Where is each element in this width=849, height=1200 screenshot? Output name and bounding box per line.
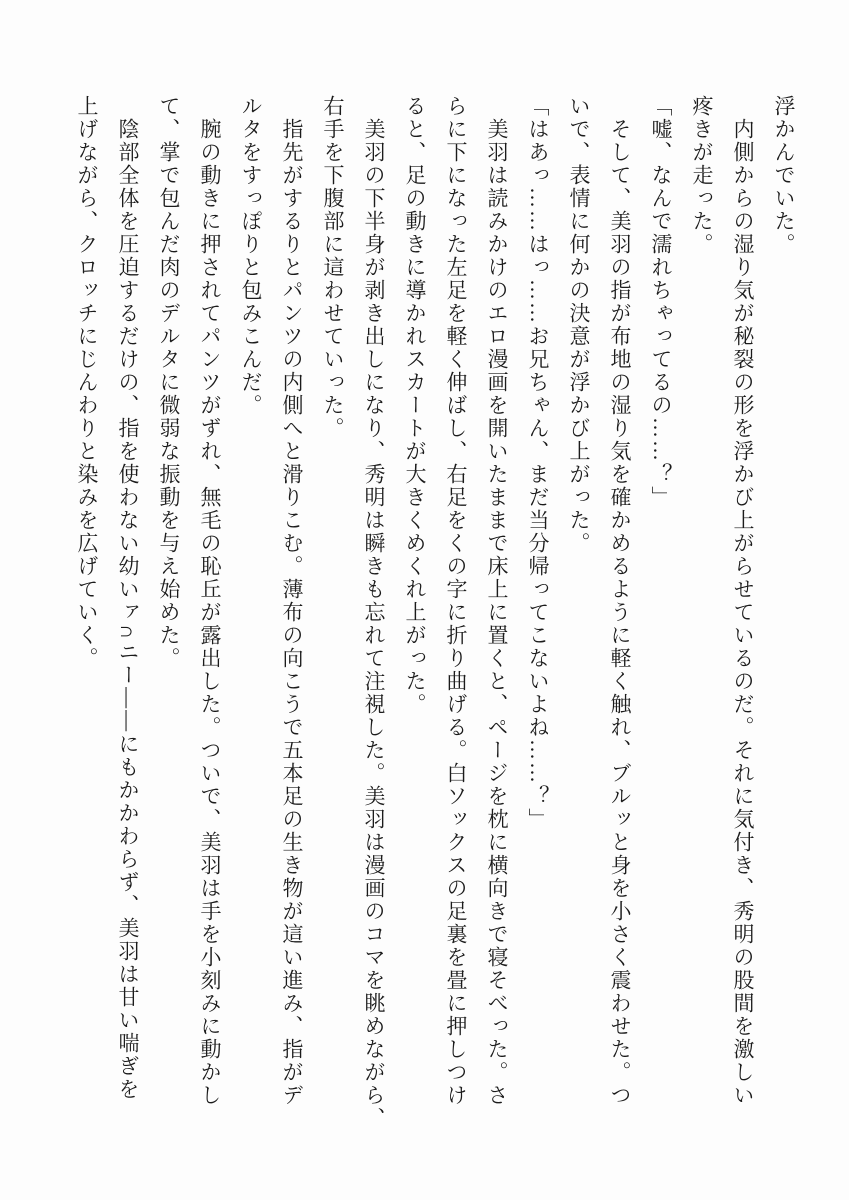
text-line-12: 右手を下腹部に這わせていった。 — [321, 95, 345, 440]
text-line-2: 内側からの湿り気が秘裂の形を浮かび上がらせているのだ。それに気付き、秀明の股間を激しい — [731, 95, 755, 1107]
text-line-14: ルタをすっぽりと包みこんだ。 — [239, 95, 263, 417]
text-line-5: そして、美羽の指が布地の湿り気を確かめるように軽く触れ、ブルッと身を小さく震わせた。つ — [608, 95, 632, 1107]
text-line-6: いで、表情に何かの決意が浮かび上がった。 — [567, 95, 591, 555]
text-line-16: て、掌で包んだ肉のデルタに微弱な振動を与え始めた。 — [157, 95, 181, 670]
text-line-15: 腕の動きに押されてパンツがずれ、無毛の恥丘が露出した。ついで、美羽は手を小刻みに動かし — [198, 95, 222, 1107]
text-line-9: らに下になった左足を軽く伸ばし、右足をくの字に折り曲げる。白ソックスの足裏を畳に押しつけ — [444, 95, 468, 1107]
text-line-10: ると、足の動きに導かれスカートが大きくめくれ上がった。 — [403, 95, 427, 716]
text-line-13: 指先がするりとパンツの内側へと滑りこむ。薄布の向こうで五本足の生き物が這い進み、指がデ — [280, 95, 304, 1107]
text-line-4: 「嘘、なんで濡れちゃってるの……？」 — [649, 95, 673, 509]
text-line-18: 上げながら、クロッチにじんわりと染みを広げていく。 — [75, 95, 99, 670]
text-line-1: 浮かんでいた。 — [772, 95, 796, 256]
text-line-7: 「はあっ……はっ……お兄ちゃん、まだ当分帰ってこないよね……？」 — [526, 95, 550, 831]
text-line-11: 美羽の下半身が剥き出しになり、秀明は瞬きも忘れて注視した。美羽は漫画のコマを眺めながら、 — [362, 95, 386, 1130]
novel-page — [59, 95, 804, 1200]
text-line-8: 美羽は読みかけのエロ漫画を開いたままで床上に置くと、ページを枕に横向きで寝そべった。さ — [485, 95, 509, 1107]
text-line-17: 陰部全体を圧迫するだけの、指を使わない幼いァ∩ニー――にもかかわらず、美羽は甘い喘ぎを — [116, 95, 140, 1102]
text-line-3: 疼きが走った。 — [690, 95, 714, 256]
